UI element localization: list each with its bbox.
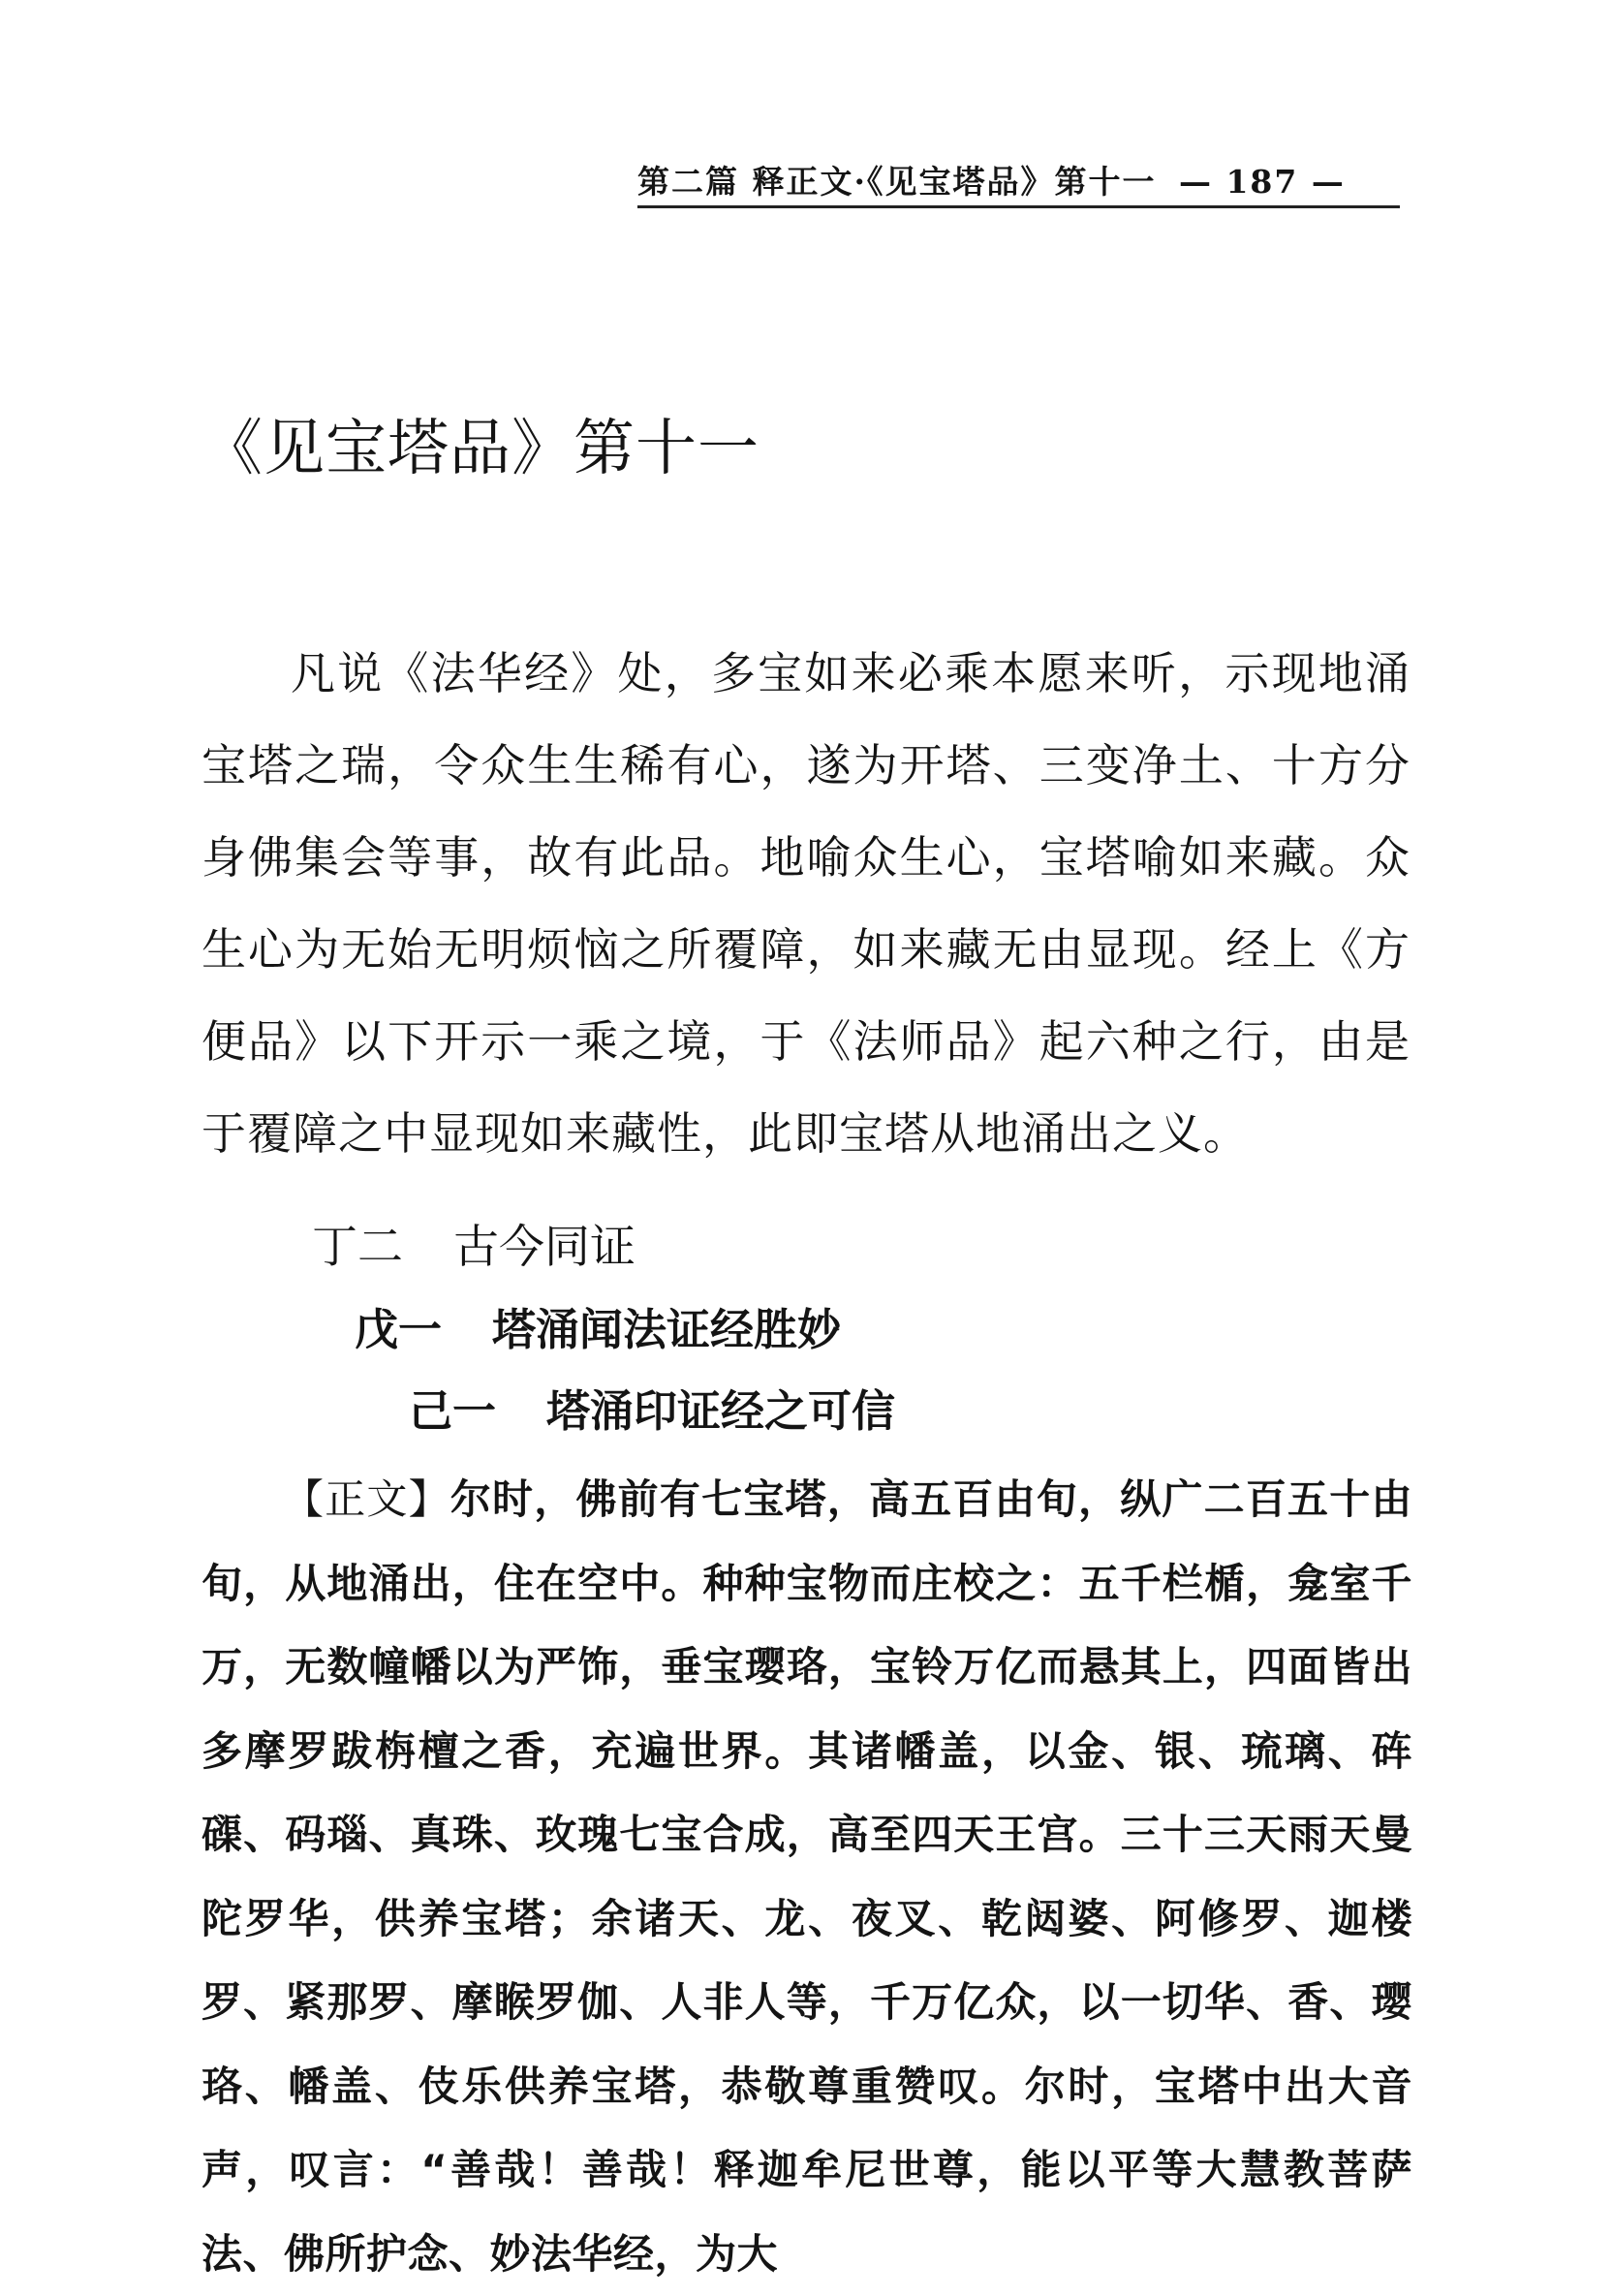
outline-number: 丁二 xyxy=(312,1221,403,1274)
outline-heading-level1 xyxy=(312,1211,636,1276)
intro-section xyxy=(202,628,1410,1180)
scripture-paragraph xyxy=(202,1458,1412,2296)
outline-number: 己一 xyxy=(409,1385,497,1437)
page-number: — 187 — xyxy=(1178,163,1346,201)
running-title: 第二篇 释正文·《见宝塔品》第十一 xyxy=(637,163,1157,201)
outline-title: 古今同证 xyxy=(453,1221,636,1274)
outline-number: 戊一 xyxy=(355,1304,443,1355)
scripture-text: 尔时，佛前有七宝塔，高五百由旬，纵广二百五十由旬，从地涌出，住在空中。种种宝物而庄校之：五千栏楯，龛室千万，无数幢幡以为严饰，垂宝璎珞，宝铃万亿而悬其上，四面皆出多摩罗跋栴檀之香，充遍世界。其诸幡盖，以金、银、琉璃、砗磲、码瑙、真珠、玫瑰七宝合成，高至四天王宫。三十三天雨天曼陀罗华，供养宝塔；余诸天、龙、夜叉、乾闼婆、阿修罗、迦楼罗、紧那罗、摩睺罗伽、人非人等，千万亿众，以一切华、香、璎珞、幡盖、伎乐供养宝塔，恭敬尊重赞叹。尔时，宝塔中出大音声，叹言：“善哉！善哉！释迦牟尼世尊，能以平等大慧教菩萨法、佛所护念、妙法华经，为大 xyxy=(202,1475,1412,2278)
scripture-label: 【正文】 xyxy=(283,1475,450,1523)
outline-heading-level3 xyxy=(409,1376,895,1439)
scripture-section xyxy=(202,1458,1412,2296)
chapter-title: 《见宝塔品》第十一 xyxy=(202,413,760,483)
header-rule xyxy=(637,205,1400,208)
running-header xyxy=(637,157,1412,202)
intro-paragraph: 凡说《法华经》处，多宝如来必乘本愿来听，示现地涌宝塔之瑞，令众生生稀有心，遂为开塔、三变净土、十方分身佛集会等事，故有此品。地喻众生心，宝塔喻如来藏。众生心为无始无明烦恼之所覆障，如来藏无由显现。经上《方便品》以下开示一乘之境，于《法师品》起六种之行，由是于覆障之中显现如来藏性，此即宝塔从地涌出之义。 xyxy=(202,647,1410,1160)
outline-title: 塔涌印证经之可信 xyxy=(546,1385,896,1437)
outline-heading-level2 xyxy=(355,1294,841,1357)
outline-title: 塔涌闻法证经胜妙 xyxy=(492,1304,842,1355)
